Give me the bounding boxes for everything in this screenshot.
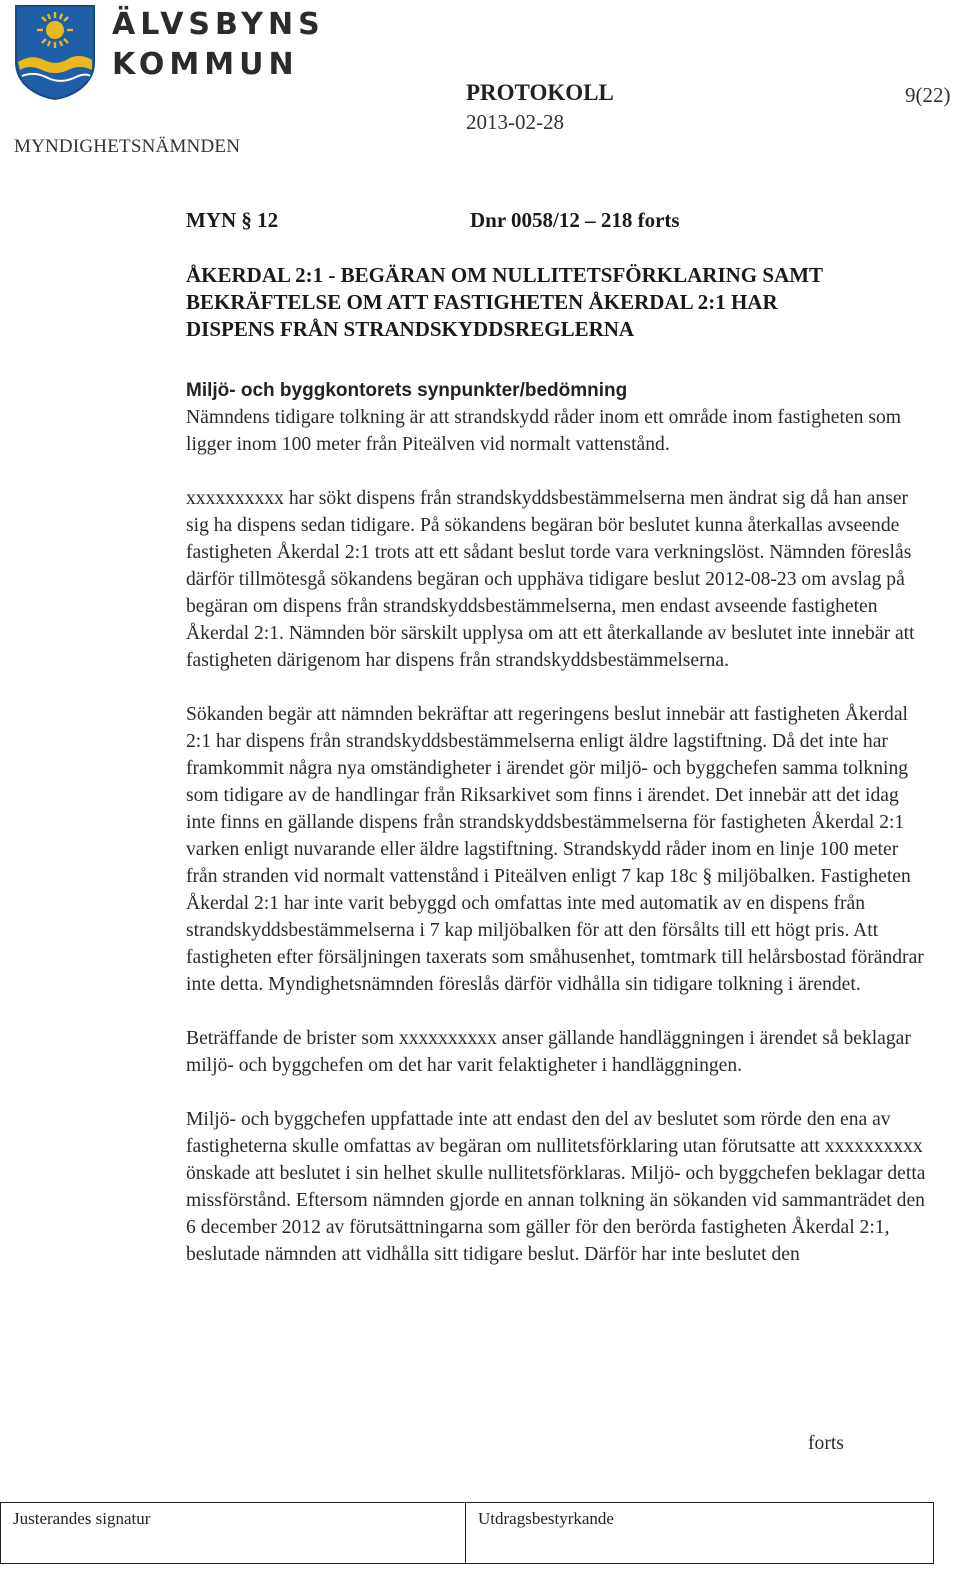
- municipality-name-line1: ÄLVSBYNS: [112, 7, 325, 42]
- extract-certification-box: [465, 1502, 934, 1564]
- municipality-crest-logo: [14, 4, 96, 100]
- document-body: [186, 262, 926, 1268]
- case-title-line: ÅKERDAL 2:1 - BEGÄRAN OM NULLITETSFÖRKLARING SAMT: [186, 263, 824, 287]
- body-paragraph: Nämndens tidigare tolkning är att strandskydd råder inom ett område inom fastigheten som ligger inom 100 meter från Piteälven vid normalt vattenstånd.: [186, 407, 901, 455]
- committee-name: MYNDIGHETSNÄMNDEN: [14, 136, 241, 157]
- case-title: [186, 262, 926, 343]
- body-paragraph: Miljö- och byggchefen uppfattade inte att endast den del av beslutet som rörde den ena av fastigheterna skulle omfattas av begäran om nullitetsförklaring utan förutsatte att xxxxxxxxxx önskade att beslutet i sin helhet skulle nullitetsförklaras. Miljö- och byggchefen beklagar detta missförstånd. Eftersom nämnden gjorde en annan tolkning än sökanden vid sammanträdet den 6 december 2012 av förutsättningarna som gäller för den berörda fastigheten Åkerdal 2:1, beslutade nämnden att vidhålla sitt tidigare beslut. Därför har inte beslutet den: [186, 1109, 926, 1265]
- page-number: 9(22): [905, 83, 951, 107]
- continuation-marker: forts: [808, 1433, 844, 1454]
- footer-signature-table: [0, 1502, 934, 1564]
- signature-box: [0, 1502, 466, 1564]
- body-paragraph: Sökanden begär att nämnden bekräftar att regeringens beslut innebär att fastigheten Åkerdal 2:1 har dispens från strandskyddsbestämmelserna enligt äldre lagstiftning. Då det inte har framkommit några nya omständigheter i ärendet gör miljö- och byggchefen samma tolkning som tidigare av de handlingar från Riksarkivet som finns i ärendet. Det innebär att det idag inte finns en gällande dispens från strandskyddsbestämmelserna för fastigheten Åkerdal 2:1 varken enligt nuvarande eller äldre lagstiftning. Strandskydd råder inom en linje 100 meter från stranden vid normalt vattenstånd i Piteälven enligt 7 kap 18c § miljöbalken. Fastigheten Åkerdal 2:1 har inte varit bebyggd och omfattas inte med automatik av en dispens från strandskyddsbestämmelserna i 7 kap miljöbalken för att den försålts till ett högt pris. Att fastigheten efter försäljningen taxerats som småhusenhet, tomtmark till helårsbostad förändrar inte detta. Myndighetsnämnden föreslås därför vidhålla sin tidigare tolkning i ärendet.: [186, 704, 924, 995]
- case-title-line: DISPENS FRÅN STRANDSKYDDSREGLERNA: [186, 317, 635, 341]
- case-title-line: BEKRÄFTELSE OM ATT FASTIGHETEN ÅKERDAL 2:1 HAR: [186, 290, 778, 314]
- document-date: 2013-02-28: [466, 110, 564, 134]
- extract-certification-label: Utdragsbestyrkande: [478, 1509, 614, 1528]
- case-diary-number: Dnr 0058/12 – 218 forts: [470, 208, 680, 232]
- signature-label: Justerandes signatur: [13, 1509, 151, 1528]
- document-type: PROTOKOLL: [466, 80, 614, 105]
- section-heading: Miljö- och byggkontorets synpunkter/bedömning: [186, 380, 628, 401]
- municipality-name: [112, 7, 325, 82]
- body-paragraph: xxxxxxxxxx har sökt dispens från strandskyddsbestämmelserna men ändrat sig då han anser sig ha dispens sedan tidigare. På sökandens begäran bör beslutet kunna återkallas avseende fastigheten Åkerdal 2:1 trots att ett sådant beslut torde vara verkningslöst. Nämnden föreslås därför tillmötesgå sökandens begäran och upphäva tidigare beslut 2012-08-23 om avslag på begäran om dispens från strandskyddsbestämmelserna, men endast avseende fastigheten Åkerdal 2:1. Nämnden bör särskilt upplysa om att ett återkallande av beslutet inte innebär att fastigheten därigenom har dispens från strandskyddsbestämmelserna.: [186, 488, 915, 671]
- municipality-name-line2: KOMMUN: [112, 47, 299, 82]
- body-paragraph: Beträffande de brister som xxxxxxxxxx anser gällande handläggningen i ärendet så beklagar miljö- och byggchefen om det har varit felaktigheter i handläggningen.: [186, 1028, 911, 1076]
- case-paragraph-number: MYN § 12: [186, 208, 279, 232]
